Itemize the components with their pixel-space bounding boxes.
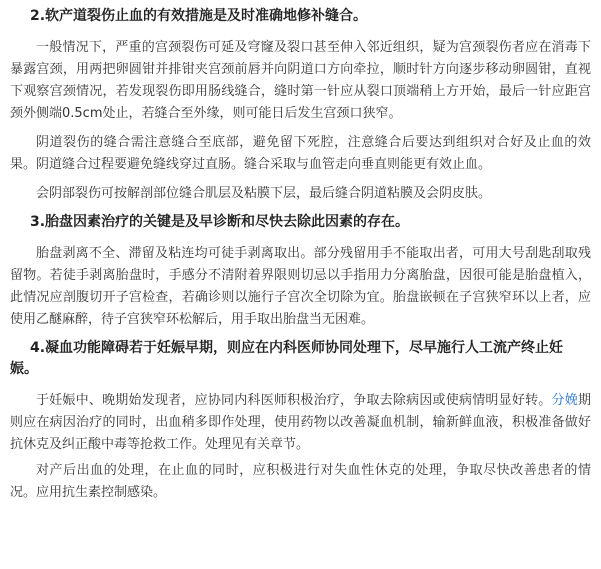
section-3-heading: 3.胎盘因素治疗的关键是及早诊断和尽快去除此因素的存在。 (30, 214, 410, 230)
section-4-paragraph-coagulation (10, 390, 591, 456)
section-2-paragraph-cervical-laceration: 一般情况下，严重的宫颈裂伤可延及穹窿及裂口甚至伸入邻近组织，疑为宫颈裂伤者应在消毒下暴露宫颈，用两把卵圆钳并排钳夹宫颈前唇并向阴道口方向牵拉，顺时针方向逐步移动卵圆钳，直视下观察宫颈情况，若发现裂伤即用肠线缝合，缝时第一针应从裂口顶端稍上方开始，最后一针应距宫颈外侧端0.5cm处止，若缝合至外缘，则可能日后发生宫颈口狭窄。 (10, 40, 591, 121)
section-2-heading: 2.软产道裂伤止血的有效措施是及时准确地修补缝合。 (30, 8, 368, 24)
section-4-text-before-link: 于妊娠中、晚期始发现者，应协同内科医师积极治疗，争取去除病因或使病情明显好转。 (36, 393, 552, 408)
section-2-paragraph-vaginal-laceration: 阴道裂伤的缝合需注意缝合至底部，避免留下死腔，注意缝合后要达到组织对合好及止血的效果。阴道缝合过程要避免缝线穿过直肠。缝合采取与血管走向垂直则能更有效止血。 (10, 135, 591, 172)
section-4-heading: 4.凝血功能障碍若于妊娠早期，则应在内科医师协同处理下，尽早施行人工流产终止妊娠。 (10, 340, 564, 377)
section-2-paragraph-perineal-laceration: 会阴部裂伤可按解剖部位缝合肌层及粘膜下层，最后缝合阴道粘膜及会阴皮肤。 (36, 186, 492, 201)
delivery-link[interactable]: 分娩 (551, 393, 578, 408)
section-4-paragraph-postpartum: 对产后出血的处理，在止血的同时，应积极进行对失血性休克的处理，争取尽快改善患者的情况。应用抗生素控制感染。 (10, 463, 591, 500)
section-3-paragraph-placenta: 胎盘剥离不全、滞留及粘连均可徒手剥离取出。部分残留用手不能取出者，可用大号刮匙刮取残留物。若徒手剥离胎盘时，手感分不清附着界限则切忌以手指用力分离胎盘，因很可能是胎盘植入，此情况应剖腹切开子宫检查，若确诊则以施行子宫次全切除为宜。胎盘嵌顿在子宫狭窄环以上者，应使用乙醚麻醉，待子宫狭窄环松解后，用手取出胎盘当无困难。 (10, 246, 591, 327)
section-4-text-after-link: 期则应在病因治疗的同时，出血稍多即作处理，使用药物以改善凝血机制，输新鲜血液，积极准备做好抗休克及纠正酸中毒等抢救工作。处理见有关章节。 (10, 393, 591, 452)
